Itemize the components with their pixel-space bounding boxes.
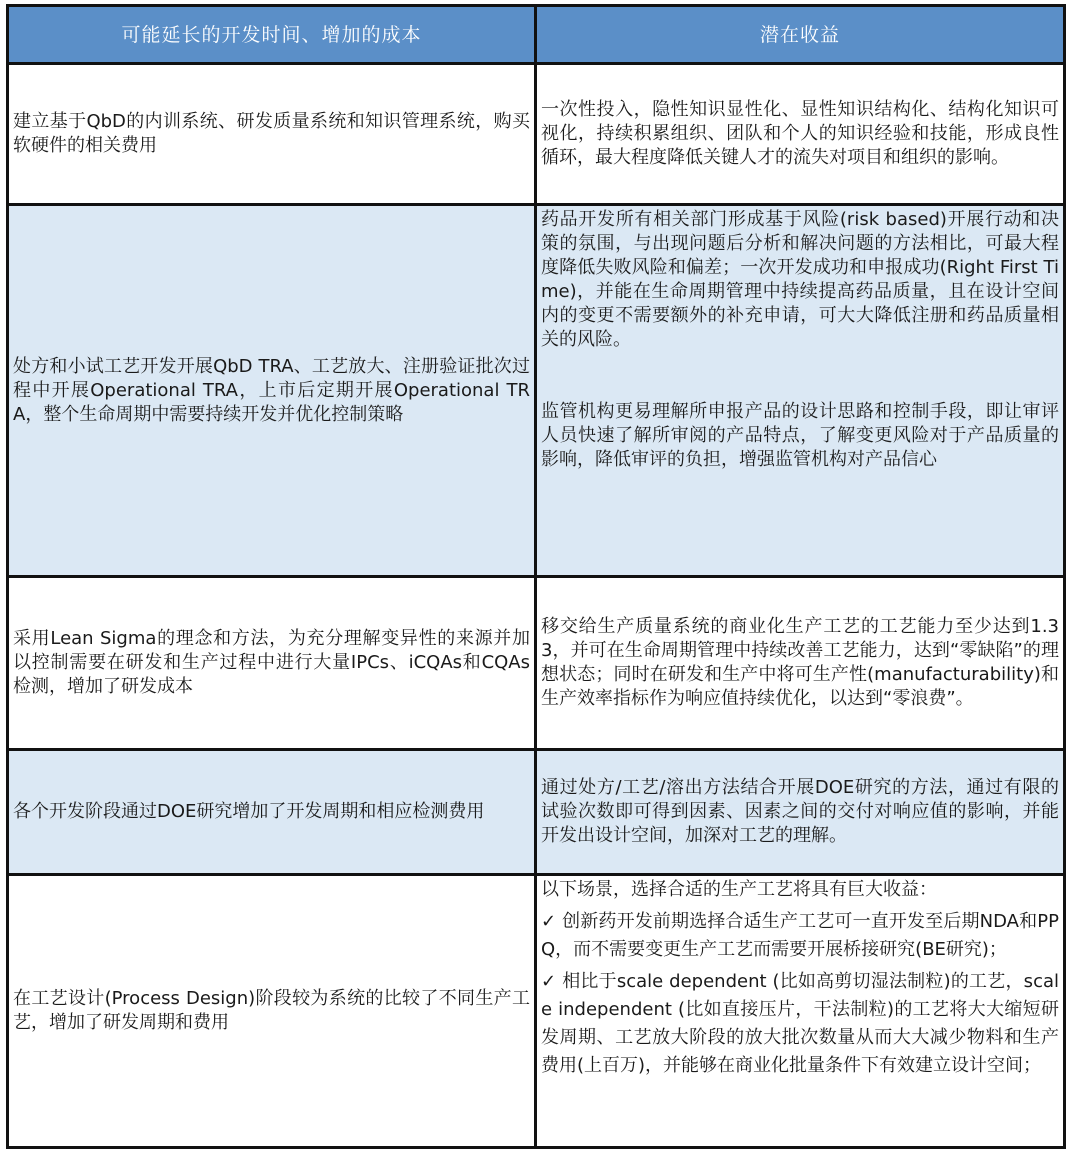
cost-benefit-table [6, 4, 1066, 1149]
benefit-cell [536, 64, 1065, 205]
cost-cell [8, 205, 536, 577]
cost-cell [8, 577, 536, 750]
benefit-bullet: ✓ 创新药开发前期选择合适生产工艺可一直开发至后期NDA和PPQ，而不需要变更生产工艺而需要开展桥接研究(BE研究)； [541, 911, 1059, 960]
benefit-bullet: ✓ 相比于scale dependent (比如高剪切湿法制粒)的工艺，scale independent (比如直接压片，干法制粒)的工艺将大大缩短研发周期、工艺放大阶段的放大批次数量从而大大减少物料和生产费用(上百万)，并能够在商业化批量条件下有效建立设计空间； [541, 971, 1059, 1076]
cost-text: 建立基于QbD的内训系统、研发质量系统和知识管理系统，购买软硬件的相关费用 [13, 111, 530, 156]
cost-cell [8, 750, 536, 875]
cost-cell [8, 875, 536, 1148]
benefit-text: 移交给生产质量系统的商业化生产工艺的工艺能力至少达到1.33，并可在生命周期管理中持续改善工艺能力，达到“零缺陷”的理想状态；同时在研发和生产中将可生产性(manufacturability)和生产效率指标作为响应值持续优化，以达到“零浪费”。 [541, 616, 1059, 709]
cost-text: 各个开发阶段通过DOE研究增加了开发周期和相应检测费用 [13, 801, 485, 822]
benefit-text: 一次性投入，隐性知识显性化、显性知识结构化、结构化知识可视化，持续积累组织、团队和个人的知识经验和技能，形成良性循环，最大程度降低关键人才的流失对项目和组织的影响。 [541, 99, 1059, 168]
table-row [8, 64, 1065, 205]
benefit-cell [536, 205, 1065, 577]
benefit-cell [536, 750, 1065, 875]
table-row [8, 750, 1065, 875]
table-row [8, 577, 1065, 750]
benefit-text: 监管机构更易理解所申报产品的设计思路和控制手段，即让审评人员快速了解所审阅的产品特点，了解变更风险对于产品质量的影响，降低审评的负担，增强监管机构对产品信心 [541, 401, 1059, 470]
header-cost: 可能延长的开发时间、增加的成本 [8, 6, 536, 64]
table-row [8, 875, 1065, 1148]
benefit-text: 药品开发所有相关部门形成基于风险(risk based)开展行动和决策的氛围，与出现问题后分析和解决问题的方法相比，可最大程度降低失败风险和偏差；一次开发成功和申报成功(Right First Time)，并能在生命周期管理中持续提高药品质量，且在设计空间内的变更不需要额外的补充申请，可大大降低注册和药品质量相关的风险。 [541, 209, 1059, 350]
benefit-cell [536, 577, 1065, 750]
table-row [8, 205, 1065, 577]
benefit-cell [536, 875, 1065, 1148]
cost-text: 处方和小试工艺开发开展QbD TRA、工艺放大、注册验证批次过程中开展Operational TRA，上市后定期开展Operational TRA，整个生命周期中需要持续开发并优化控制策略 [13, 355, 530, 425]
comparison-table-container [6, 4, 1063, 1144]
cost-text: 采用Lean Sigma的理念和方法，为充分理解变异性的来源并加以控制需要在研发和生产过程中进行大量IPCs、iCQAs和CQAs检测，增加了研发成本 [13, 628, 530, 697]
cost-cell [8, 64, 536, 205]
cost-text: 在工艺设计(Process Design)阶段较为系统的比较了不同生产工艺，增加了研发周期和费用 [13, 988, 530, 1033]
table-header-row [8, 6, 1065, 64]
header-benefit: 潜在收益 [536, 6, 1065, 64]
benefit-text: 通过处方/工艺/溶出方法结合开展DOE研究的方法，通过有限的试验次数即可得到因素、因素之间的交付对响应值的影响，并能开发出设计空间，加深对工艺的理解。 [541, 777, 1059, 846]
benefit-intro: 以下场景，选择合适的生产工艺将具有巨大收益： [541, 879, 937, 900]
